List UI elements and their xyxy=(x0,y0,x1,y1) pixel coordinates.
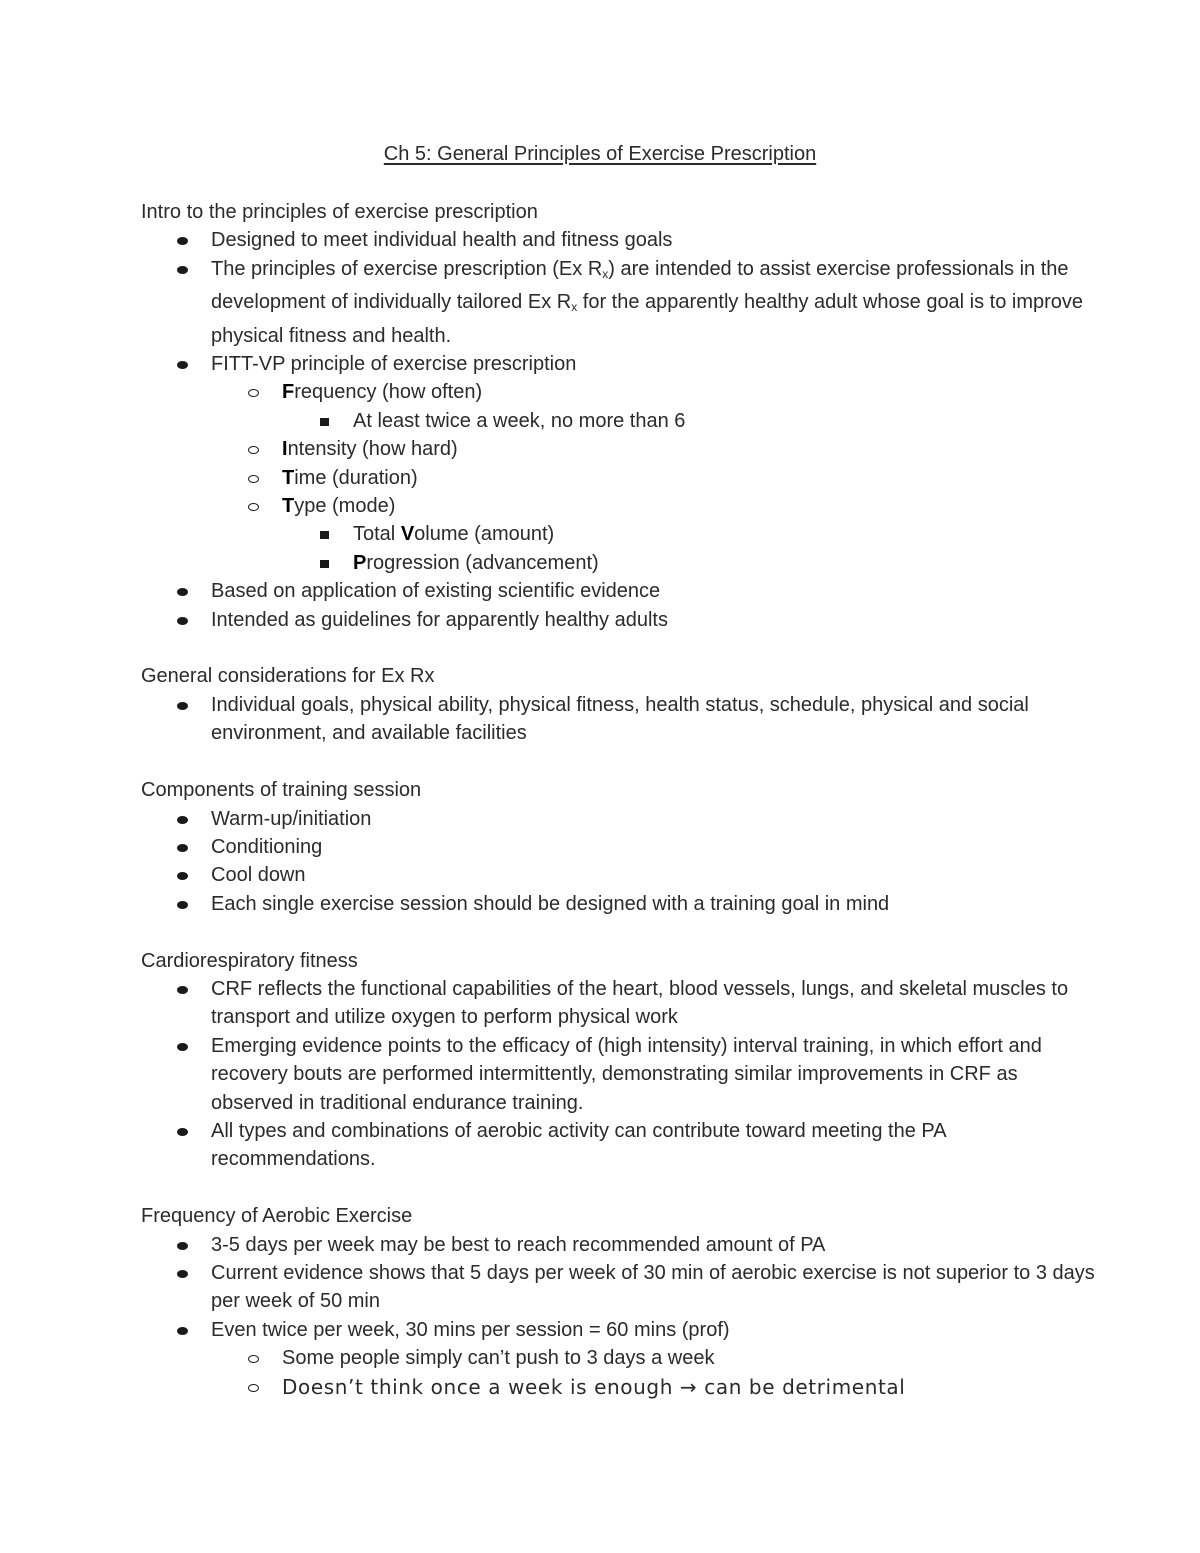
list-item: Warm-up/initiation xyxy=(141,805,1101,833)
section-cardio xyxy=(141,947,1101,1174)
list-item: CRF reflects the functional capabilities of the heart, blood vessels, lungs, and skeletal muscles to transport and utilize oxygen to perform physical work xyxy=(141,975,1101,1032)
bullet-icon xyxy=(177,986,188,994)
sub-sub-list xyxy=(282,407,1171,435)
sub-list-item: Doesn’t think once a week is enough → can be detrimental xyxy=(211,1373,1171,1402)
bullet-icon xyxy=(177,617,188,625)
list-item: Each single exercise session should be designed with a training goal in mind xyxy=(141,890,1101,918)
section-heading: Frequency of Aerobic Exercise xyxy=(141,1205,413,1228)
square-bullet-icon xyxy=(320,531,329,539)
section-considerations xyxy=(141,662,1101,747)
sub-list xyxy=(211,1344,1101,1402)
list-item: Even twice per week, 30 mins per session = 60 mins (prof) Some people simply can’t push to 3 days a week Doesn’t think once a week is enough → can be detrimental xyxy=(141,1316,1101,1402)
sub-list-item: Some people simply can’t push to 3 days a week xyxy=(211,1344,1171,1372)
list-item: FITT-VP principle of exercise prescription Frequency (how often) At least twice a week, no more than 6 Intensity (how hard) Time (duration) Type (mode) Total Volume (amount) Progression (advancement) xyxy=(141,350,1101,577)
section-components xyxy=(141,776,1101,918)
bullet-icon xyxy=(177,1043,188,1051)
square-bullet-icon xyxy=(320,560,329,568)
list-item: Conditioning xyxy=(141,833,1101,861)
list-item: Based on application of existing scientific evidence xyxy=(141,577,1101,605)
bullet-icon xyxy=(177,702,188,710)
circle-bullet-icon xyxy=(248,475,259,483)
list-item: 3-5 days per week may be best to reach recommended amount of PA xyxy=(141,1231,1101,1259)
circle-bullet-icon xyxy=(248,1355,259,1363)
bullet-icon xyxy=(177,816,188,824)
sub-sub-list-item: Progression (advancement) xyxy=(282,549,1200,577)
list-item: Emerging evidence points to the efficacy of (high intensity) interval training, in which effort and recovery bouts are performed intermittently, demonstrating similar improvements in CRF as observed in traditional endurance training. xyxy=(141,1032,1101,1117)
bullet-icon xyxy=(177,1270,188,1278)
list-item: Cool down xyxy=(141,861,1101,889)
sub-list-item: Frequency (how often) At least twice a week, no more than 6 xyxy=(211,378,1171,435)
bullet-icon xyxy=(177,901,188,909)
sub-sub-list-item: At least twice a week, no more than 6 xyxy=(282,407,1200,435)
section-heading: General considerations for Ex Rx xyxy=(141,665,435,688)
sub-list xyxy=(211,378,1101,577)
bullet-icon xyxy=(177,1128,188,1136)
circle-bullet-icon xyxy=(248,1384,259,1392)
bullet-icon xyxy=(177,844,188,852)
circle-bullet-icon xyxy=(248,389,259,397)
sub-sub-list xyxy=(282,520,1171,577)
bullet-icon xyxy=(177,1327,188,1335)
bullet-icon xyxy=(177,237,188,245)
section-heading: Cardiorespiratory fitness xyxy=(141,949,358,972)
list-item: All types and combinations of aerobic activity can contribute toward meeting the PA recommendations. xyxy=(141,1117,1101,1174)
sub-list-item: Type (mode) Total Volume (amount) Progression (advancement) xyxy=(211,492,1171,577)
sub-list-item: Time (duration) xyxy=(211,464,1171,492)
list-item: Intended as guidelines for apparently healthy adults xyxy=(141,606,1101,634)
sub-sub-list-item: Total Volume (amount) xyxy=(282,520,1200,548)
bullet-icon xyxy=(177,872,188,880)
bullet-list xyxy=(141,1231,1101,1402)
bullet-list xyxy=(141,226,1101,634)
section-intro xyxy=(141,198,1101,634)
bullet-icon xyxy=(177,1242,188,1250)
sub-list-item: Intensity (how hard) xyxy=(211,435,1171,463)
bullet-list xyxy=(141,805,1101,919)
bullet-icon xyxy=(177,266,188,274)
bullet-icon xyxy=(177,588,188,596)
section-frequency xyxy=(141,1202,1101,1402)
list-item: The principles of exercise prescription (Ex $R_x$) are intended to assist exercise professionals in the development of individually tailored Ex $R_x$ for the apparently healthy adult whose goal is to improve physical fitness and health. xyxy=(141,255,1101,350)
bullet-list xyxy=(141,975,1101,1174)
document-body xyxy=(141,198,1101,1402)
bullet-icon xyxy=(177,361,188,369)
page-title: Ch 5: General Principles of Exercise Prescription xyxy=(383,143,817,165)
circle-bullet-icon xyxy=(248,446,259,454)
list-item: Designed to meet individual health and fitness goals xyxy=(141,226,1101,254)
bullet-list xyxy=(141,691,1101,748)
section-heading: Components of training session xyxy=(141,779,422,802)
circle-bullet-icon xyxy=(248,503,259,511)
list-item: Individual goals, physical ability, physical fitness, health status, schedule, physical and social environment, and available facilities xyxy=(141,691,1101,748)
list-item: Current evidence shows that 5 days per week of 30 min of aerobic exercise is not superior to 3 days per week of 50 min xyxy=(141,1259,1101,1316)
section-heading: Intro to the principles of exercise prescription xyxy=(141,201,538,223)
square-bullet-icon xyxy=(320,418,329,426)
